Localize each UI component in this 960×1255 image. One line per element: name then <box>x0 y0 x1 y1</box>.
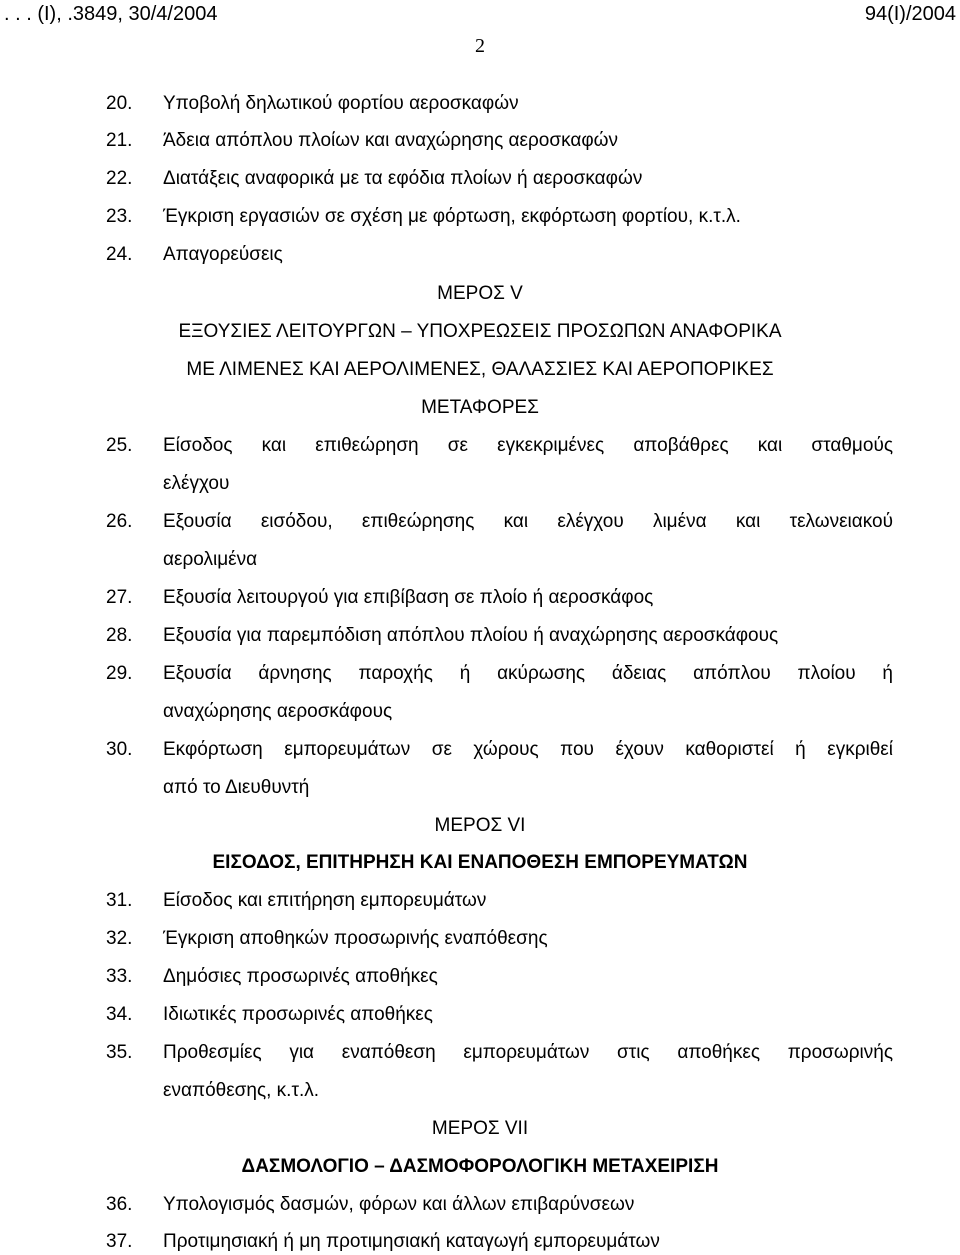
page-number: 2 <box>475 35 485 57</box>
item-text: Είσοδος και επιθεώρηση σε εγκεκριμένες αποβάθρες και σταθμούς <box>163 435 893 456</box>
item-text: Προτιμησιακή ή μη προτιμησιακή καταγωγή εμπορευμάτων <box>163 1231 660 1252</box>
item-text: Διατάξεις αναφορικά με τα εφόδια πλοίων ή αεροσκαφών <box>163 168 643 189</box>
item-number: 29. <box>106 663 133 684</box>
part-subtitle: ΜΕ ΛΙΜΕΝΕΣ ΚΑΙ ΑΕΡΟΛΙΜΕΝΕΣ, ΘΑΛΑΣΣΙΕΣ ΚΑΙ ΑΕΡΟΠΟΡΙΚΕΣ <box>186 359 774 380</box>
item-number: 37. <box>106 1231 133 1252</box>
item-number: 20. <box>106 93 133 114</box>
item-text: Υποβολή δηλωτικού φορτίου αεροσκαφών <box>163 93 519 114</box>
item-text-continuation: από το Διευθυντή <box>163 777 310 798</box>
item-text: Εξουσία για παρεμπόδιση απόπλου πλοίου ή αναχώρησης αεροσκάφους <box>163 625 779 646</box>
item-number: 31. <box>106 890 133 911</box>
item-number: 34. <box>106 1004 133 1025</box>
item-number: 33. <box>106 966 133 987</box>
item-text: Εξουσία λειτουργού για επιβίβαση σε πλοίο ή αεροσκάφος <box>163 587 654 608</box>
document-reference: . . . (Ι), .3849, 30/4/2004 <box>4 3 218 25</box>
part-subtitle: ΕΙΣΟΔΟΣ, ΕΠΙΤΗΡΗΣΗ ΚΑΙ ΕΝΑΠΟΘΕΣΗ ΕΜΠΟΡΕΥΜΑΤΩΝ <box>212 852 748 873</box>
item-number: 35. <box>106 1042 133 1063</box>
part-subtitle: ΕΞΟΥΣΙΕΣ ΛΕΙΤΟΥΡΓΩΝ – ΥΠΟΧΡΕΩΣΕΙΣ ΠΡΟΣΩΠΩΝ ΑΝΑΦΟΡΙΚΑ <box>178 321 782 342</box>
item-text: Είσοδος και επιτήρηση εμπορευμάτων <box>163 890 487 911</box>
part-title: ΜΕΡΟΣ V <box>437 283 523 304</box>
item-number: 23. <box>106 206 133 227</box>
part-subtitle: ΔΑΣΜΟΛΟΓΙΟ – ΔΑΣΜΟΦΟΡΟΛΟΓΙΚΗ ΜΕΤΑΧΕΙΡΙΣΗ <box>241 1156 719 1177</box>
item-text: Απαγορεύσεις <box>163 244 283 265</box>
item-text: Έγκριση αποθηκών προσωρινής εναπόθεσης <box>163 928 548 949</box>
item-text: Ιδιωτικές προσωρινές αποθήκες <box>163 1004 433 1025</box>
item-text: Δημόσιες προσωρινές αποθήκες <box>163 966 438 987</box>
part-title: ΜΕΡΟΣ VII <box>431 1118 529 1139</box>
item-number: 36. <box>106 1194 133 1215</box>
part-subtitle: ΜΕΤΑΦΟΡΕΣ <box>421 397 539 418</box>
item-text-continuation: αερολιμένα <box>163 549 258 570</box>
item-text: Έγκριση εργασιών σε σχέση με φόρτωση, εκφόρτωση φορτίου, κ.τ.λ. <box>163 206 741 227</box>
item-text: Προθεσμίες για εναπόθεση εμπορευμάτων στις αποθήκες προσωρινής <box>163 1042 893 1063</box>
item-number: 30. <box>106 739 133 760</box>
item-number: 27. <box>106 587 133 608</box>
item-number: 28. <box>106 625 133 646</box>
item-text: Άδεια απόπλου πλοίων και αναχώρησης αεροσκαφών <box>163 130 618 151</box>
part-title: ΜΕΡΟΣ VI <box>434 815 526 836</box>
item-number: 25. <box>106 435 133 456</box>
item-text-continuation: ελέγχου <box>163 473 230 494</box>
item-text: Εξουσία άρνησης παροχής ή ακύρωσης άδειας απόπλου πλοίου ή <box>163 663 893 684</box>
item-number: 22. <box>106 168 133 189</box>
item-text: Υπολογισμός δασμών, φόρων και άλλων επιβαρύνσεων <box>163 1194 635 1215</box>
item-text-continuation: εναπόθεσης, κ.τ.λ. <box>163 1080 320 1101</box>
item-number: 26. <box>106 511 133 532</box>
item-number: 21. <box>106 130 133 151</box>
item-text: Εκφόρτωση εμπορευμάτων σε χώρους που έχουν καθοριστεί ή εγκριθεί <box>163 739 893 760</box>
law-number: 94(Ι)/2004 <box>864 3 956 25</box>
item-text: Εξουσία εισόδου, επιθεώρησης και ελέγχου λιμένα και τελωνειακού <box>163 511 893 532</box>
item-text-continuation: αναχώρησης αεροσκάφους <box>163 701 393 722</box>
item-number: 32. <box>106 928 133 949</box>
item-number: 24. <box>106 244 133 265</box>
